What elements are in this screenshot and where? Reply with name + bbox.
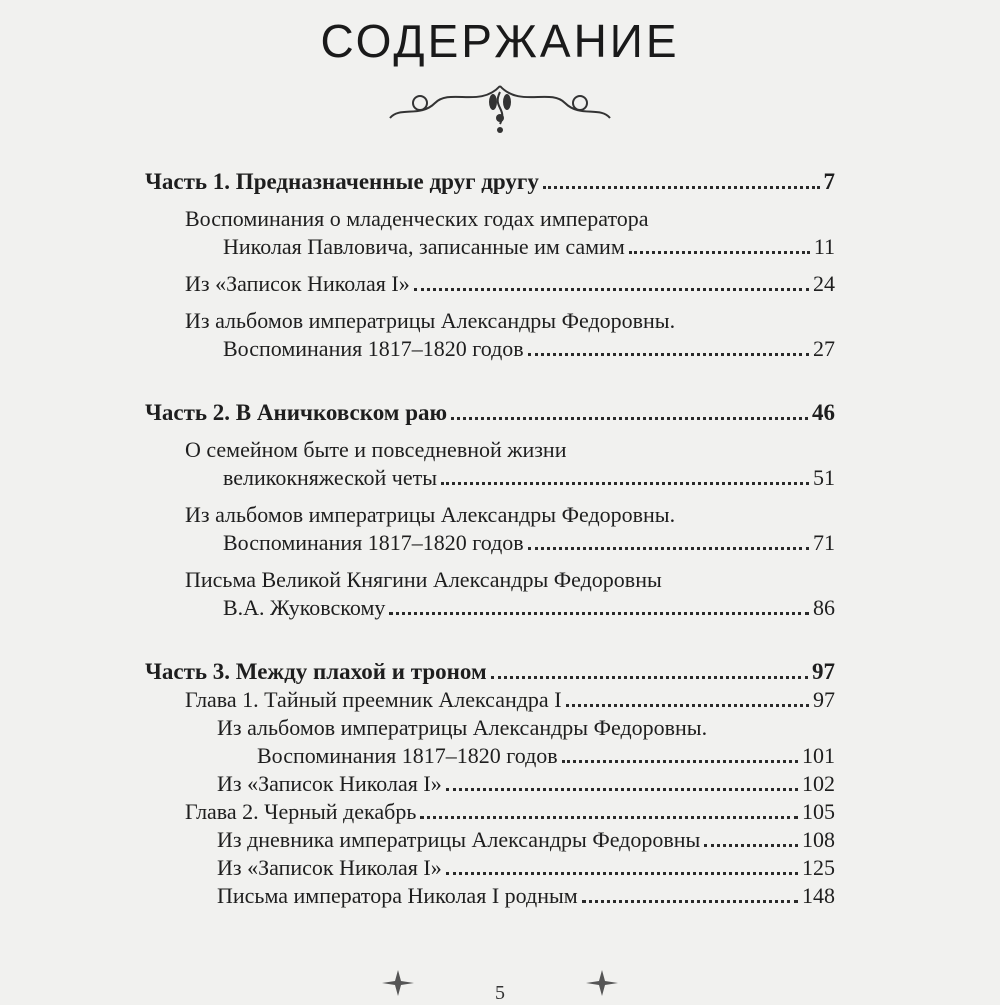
toc-part-3[interactable] [145, 658, 835, 686]
toc-chapter-page: 105 [802, 799, 835, 824]
table-of-contents [145, 168, 835, 910]
toc-entry-page: 108 [802, 827, 835, 852]
toc-part-1-title: Часть 1. Предназначенные друг другу [145, 169, 539, 194]
dot-leader [414, 287, 809, 291]
toc-entry-title: В.А. Жуковскому [223, 595, 386, 620]
toc-entry-5[interactable] [145, 529, 835, 557]
toc-entry-page: 148 [802, 883, 835, 908]
dot-leader [451, 416, 808, 420]
page-number: 5 [495, 982, 505, 1004]
toc-entry-7[interactable] [145, 742, 835, 770]
toc-entry-2[interactable] [145, 270, 835, 298]
toc-entry-title: Письма императора Николая I родным [217, 883, 578, 908]
toc-part-3-page: 97 [812, 659, 835, 684]
dot-leader [491, 675, 808, 679]
dot-leader [528, 546, 809, 550]
toc-entry-title: Воспоминания 1817–1820 годов [223, 336, 524, 361]
toc-entry-title: Воспоминания 1817–1820 годов [257, 743, 558, 768]
toc-chapter-title: Глава 1. Тайный преемник Александра I [185, 687, 562, 712]
page-title: СОДЕРЖАНИЕ [320, 15, 680, 67]
dot-leader [582, 899, 798, 903]
dot-leader [446, 871, 798, 875]
toc-part-1-page: 7 [823, 169, 835, 194]
toc-chapter-1[interactable] [145, 686, 835, 714]
toc-entry-line: О семейном быте и повседневной жизни [185, 437, 567, 462]
dot-leader [446, 787, 798, 791]
toc-entry-title: Николая Павловича, записанные им самим [223, 234, 625, 259]
toc-entry-line: Письма Великой Княгини Александры Федоровны [185, 567, 662, 592]
toc-entry-title: великокняжеской четы [223, 465, 437, 490]
toc-entry-page: 125 [802, 855, 835, 880]
toc-entry-page: 51 [813, 465, 835, 490]
toc-part-1[interactable] [145, 168, 835, 196]
toc-part-2-page: 46 [812, 400, 835, 425]
toc-entry-1[interactable] [145, 233, 835, 261]
toc-part-2[interactable] [145, 399, 835, 427]
toc-entry-page: 86 [813, 595, 835, 620]
scroll-ornament-icon [380, 78, 620, 138]
toc-entry-title: Из «Записок Николая I» [185, 271, 410, 296]
dot-leader [441, 481, 809, 485]
toc-entry-page: 24 [813, 271, 835, 296]
toc-entry-4[interactable] [145, 464, 835, 492]
dot-leader [704, 843, 798, 847]
toc-entry-page: 11 [813, 234, 835, 259]
dot-leader [629, 250, 810, 254]
toc-entry-9[interactable] [145, 826, 835, 854]
dot-leader [528, 352, 809, 356]
toc-entry-page: 27 [813, 336, 835, 361]
dot-leader [389, 611, 809, 615]
toc-entry-11[interactable] [145, 882, 835, 910]
toc-entry-page: 101 [802, 743, 835, 768]
toc-entry-line: Из альбомов императрицы Александры Федоровны. [185, 308, 676, 333]
dot-leader [420, 815, 798, 819]
toc-entry-6[interactable] [145, 594, 835, 622]
toc-entry-8[interactable] [145, 770, 835, 798]
toc-chapter-title: Глава 2. Черный декабрь [185, 799, 417, 824]
toc-entry-title: Из «Записок Николая I» [217, 855, 442, 880]
toc-entry-title: Воспоминания 1817–1820 годов [223, 530, 524, 555]
toc-entry-line: Из альбомов императрицы Александры Федоровны. [185, 502, 676, 527]
toc-entry-line: Из альбомов императрицы Александры Федоровны. [217, 715, 708, 740]
toc-entry-title: Из дневника императрицы Александры Федоровны [217, 827, 701, 852]
toc-entry-10[interactable] [145, 854, 835, 882]
dot-leader [566, 703, 809, 707]
toc-part-3-title: Часть 3. Между плахой и троном [145, 659, 487, 684]
dot-leader [543, 185, 820, 189]
toc-entry-line: Воспоминания о младенческих годах императора [185, 206, 649, 231]
toc-chapter-page: 97 [813, 687, 835, 712]
toc-chapter-2[interactable] [145, 798, 835, 826]
toc-entry-page: 102 [802, 771, 835, 796]
dot-leader [562, 759, 798, 763]
toc-entry-3[interactable] [145, 335, 835, 363]
toc-entry-title: Из «Записок Николая I» [217, 771, 442, 796]
toc-entry-page: 71 [813, 530, 835, 555]
toc-part-2-title: Часть 2. В Аничковском раю [145, 400, 448, 425]
